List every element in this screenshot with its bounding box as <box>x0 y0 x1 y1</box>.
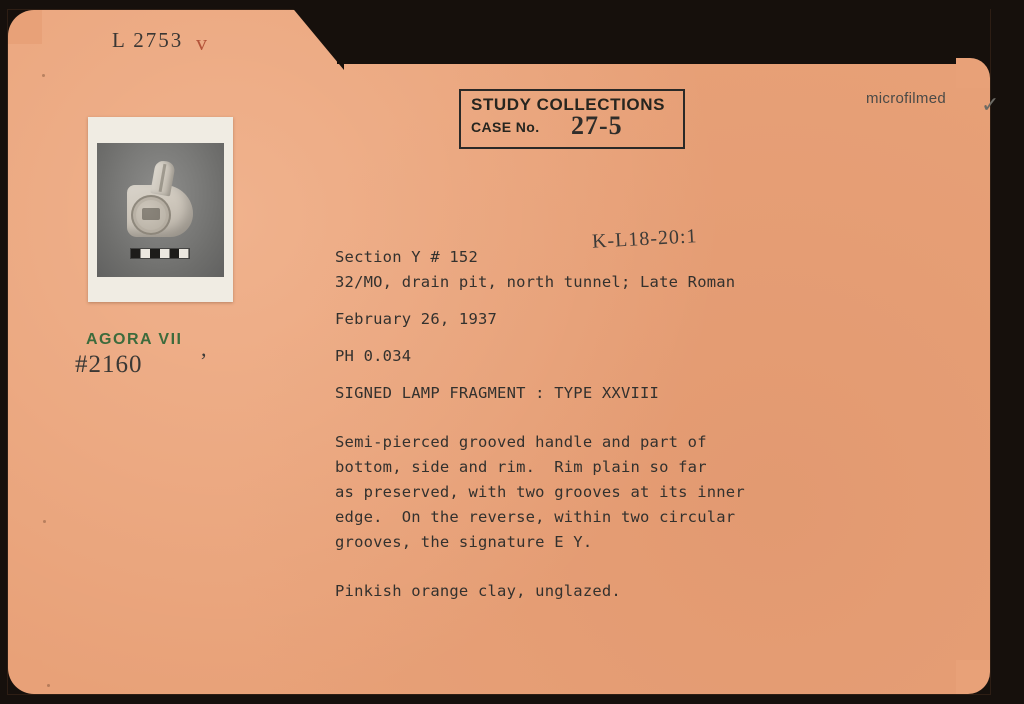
agora-volume-label: AGORA VII <box>86 331 183 348</box>
record-line: as preserved, with two grooves at its inner <box>335 483 745 501</box>
record-line: grooves, the signature E Y. <box>335 533 593 551</box>
record-line: SIGNED LAMP FRAGMENT : TYPE XXVIII <box>335 384 660 402</box>
record-line: Section Y # 152 <box>335 248 478 266</box>
paper-speck <box>47 684 50 687</box>
paper-speck <box>43 520 46 523</box>
agora-catalog-number: #2160 <box>75 351 143 378</box>
corner-bottom-right <box>956 660 990 694</box>
record-line: edge. On the reverse, within two circular <box>335 508 736 526</box>
tab-cutout-right <box>337 0 990 64</box>
agora-comma: , <box>201 336 207 361</box>
record-line: 32/MO, drain pit, north tunnel; Late Roman <box>335 273 736 291</box>
stamp-case-label: CASE No. <box>471 119 540 135</box>
stamp-title: STUDY COLLECTIONS <box>471 95 666 114</box>
text-line-spacer <box>335 406 935 418</box>
typed-record-text <box>335 245 935 604</box>
text-line-spacer <box>335 555 935 567</box>
corner-bottom-left <box>8 660 42 694</box>
record-line: bottom, side and rim. Rim plain so far <box>335 458 707 476</box>
lamp-disc <box>131 195 171 235</box>
record-line: PH 0.034 <box>335 347 412 365</box>
catalog-check-mark: v <box>196 30 207 55</box>
text-line-spacer <box>335 369 935 381</box>
stamp-case-value: 27-5 <box>571 111 623 140</box>
study-collections-stamp <box>459 89 685 149</box>
photo-image-area <box>97 143 224 277</box>
corner-top-left <box>8 10 42 44</box>
text-line-spacer <box>335 418 935 430</box>
pencil-grid-note: K-L18-20:1 <box>591 225 699 253</box>
text-line-spacer <box>335 567 935 579</box>
microfilmed-check-icon: ✓ <box>981 92 1000 117</box>
catalog-number: L 2753 <box>112 28 184 52</box>
record-line: Semi-pierced grooved handle and part of <box>335 433 707 451</box>
record-line: February 26, 1937 <box>335 310 498 328</box>
lamp-fragment-illustration <box>123 161 197 239</box>
text-line-spacer <box>335 295 935 307</box>
scale-bar-icon <box>131 249 189 258</box>
paper-speck <box>42 74 45 77</box>
specimen-photo <box>88 117 233 302</box>
record-line: Pinkish orange clay, unglazed. <box>335 582 621 600</box>
microfilmed-label: microfilmed <box>866 90 946 107</box>
corner-top-right <box>956 58 990 88</box>
text-line-spacer <box>335 332 935 344</box>
